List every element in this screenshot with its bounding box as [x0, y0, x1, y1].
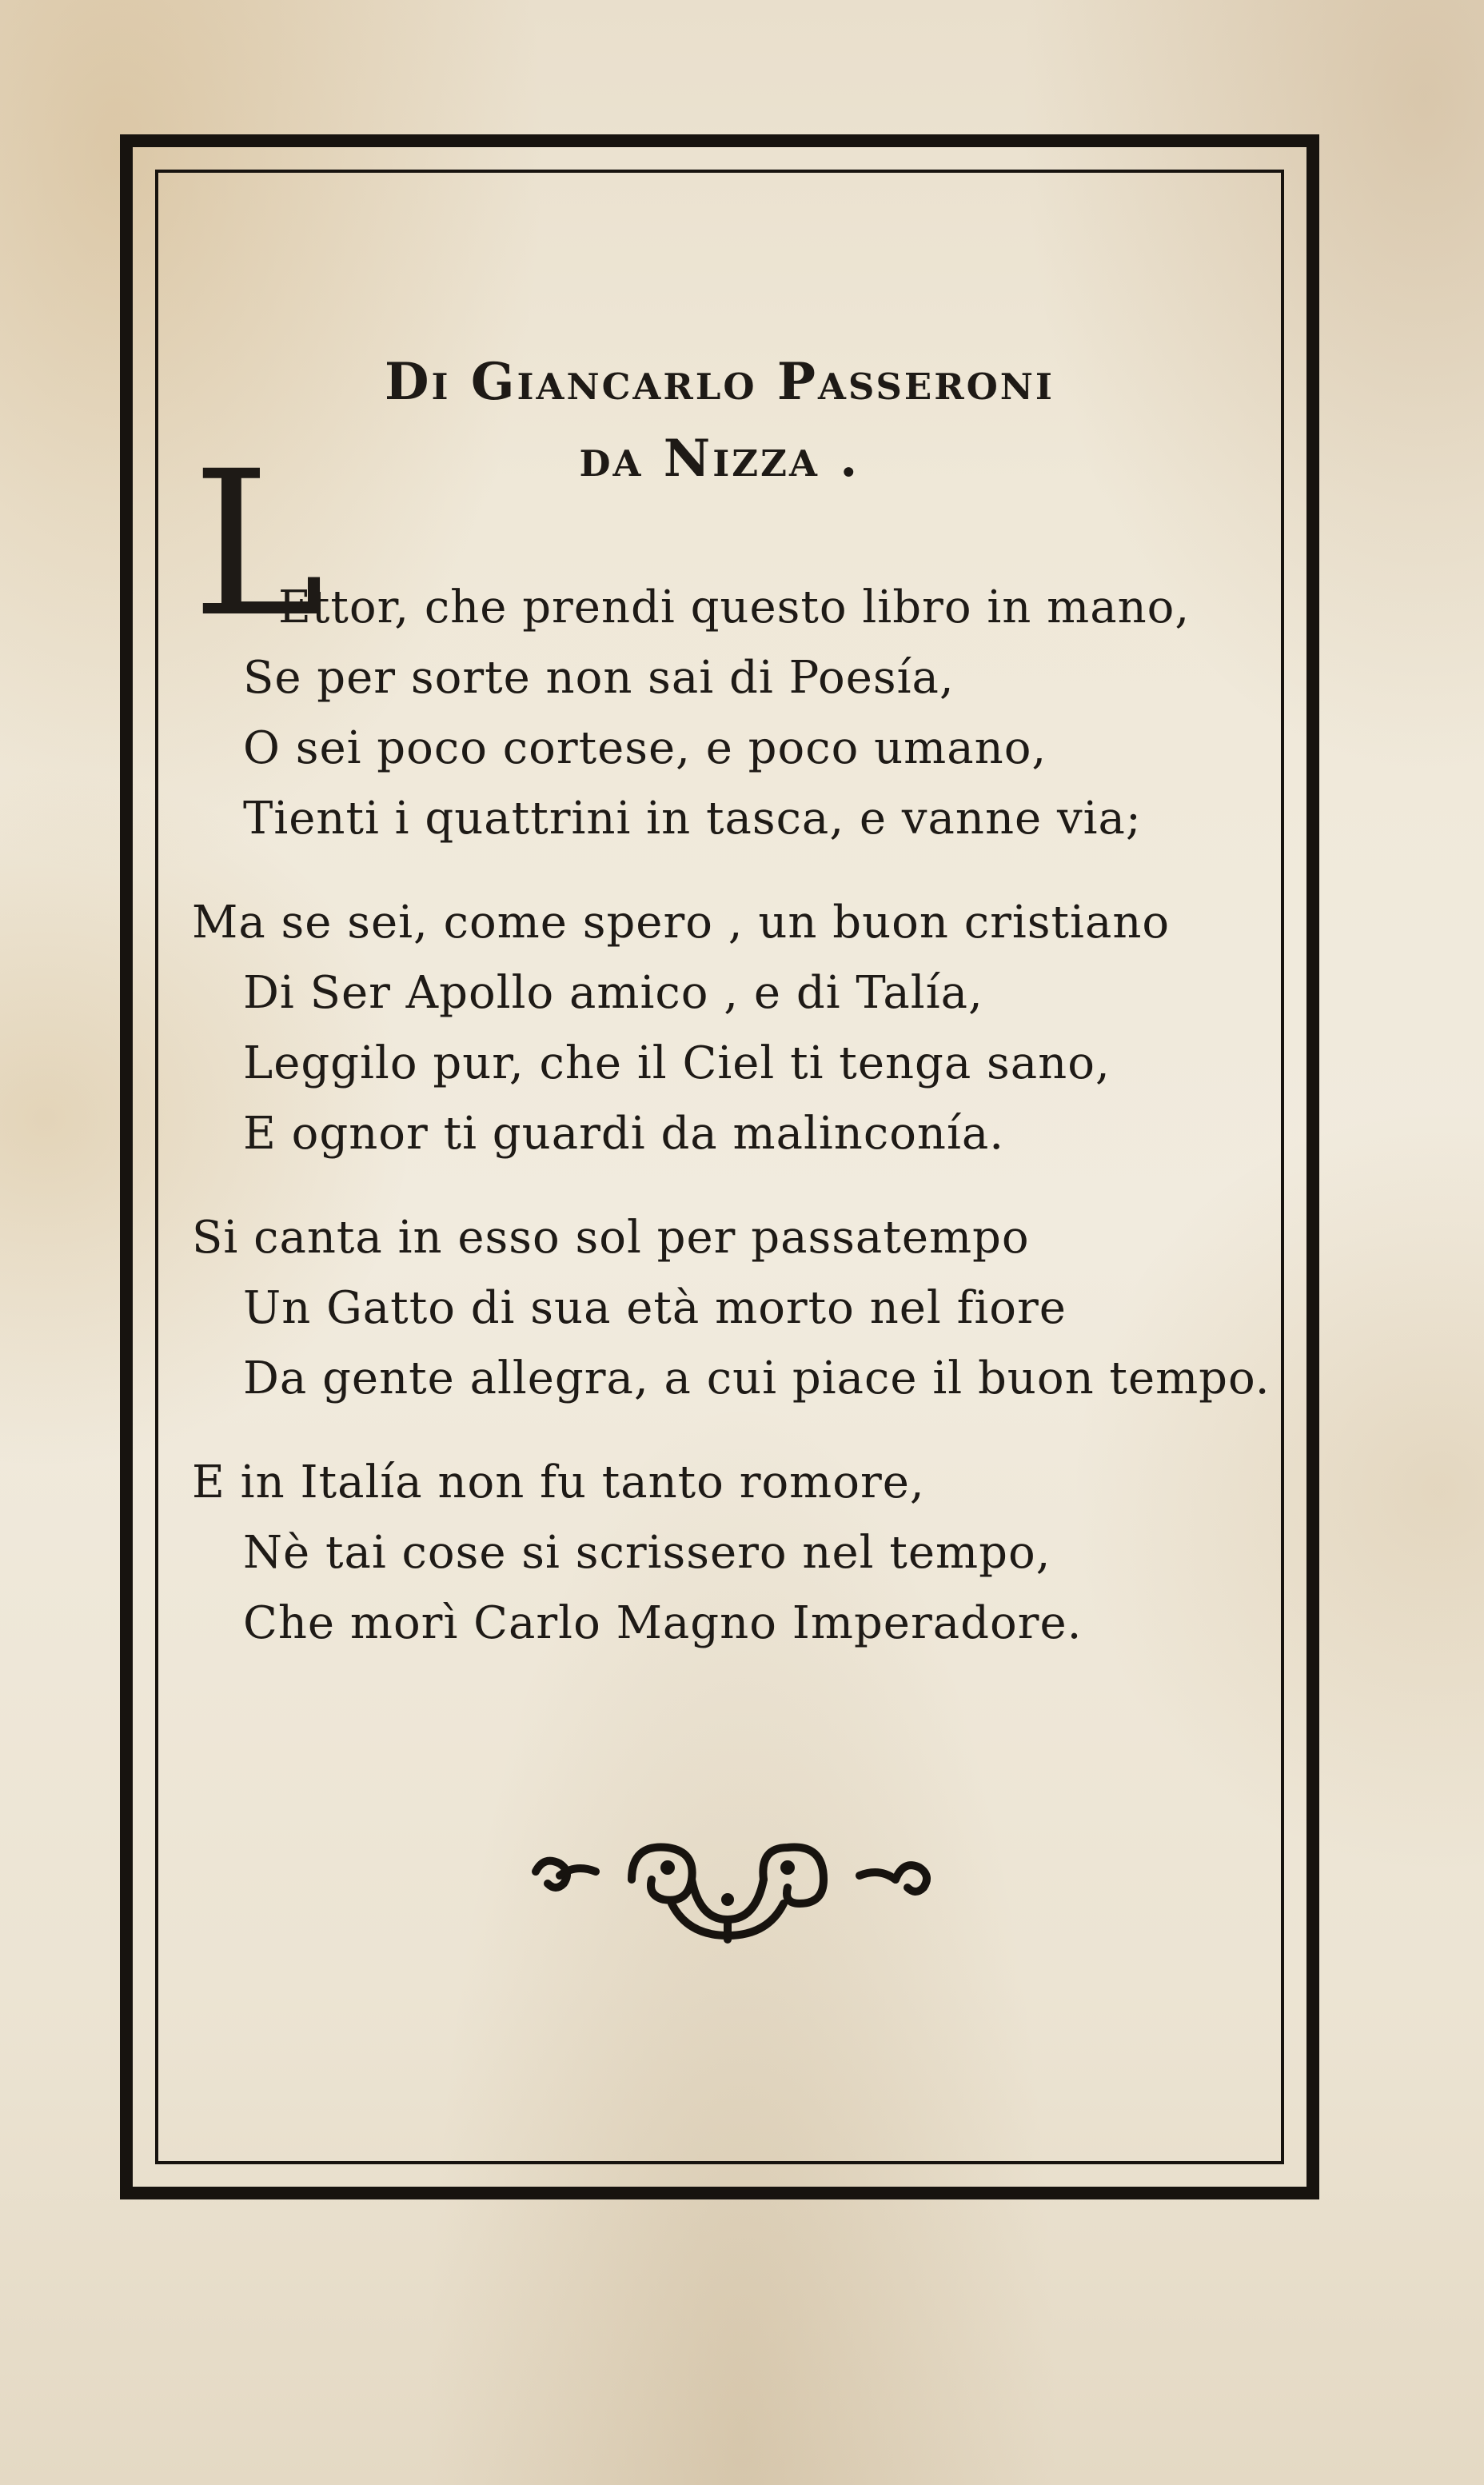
- fleuron-ornament-icon: [520, 1824, 935, 1944]
- verse-line: Da gente allegra, a cui piace il buon tempo.: [243, 1352, 1271, 1404]
- verse-line: Nè tai cose si scrissero nel tempo,: [243, 1527, 1051, 1579]
- verse-line: Si canta in esso sol per passatempo: [192, 1212, 1030, 1264]
- stanza-2: [192, 888, 1279, 1169]
- drop-cap: L: [192, 428, 326, 661]
- verse-line: E in Italía non fu tanto romore,: [192, 1456, 925, 1508]
- stanza-3: [192, 1203, 1279, 1414]
- verse-line: E ognor ti guardi da malinconía.: [243, 1108, 1005, 1160]
- title-origin: da Nizza .: [579, 429, 860, 489]
- verse-line: O sei poco cortese, e poco umano,: [243, 722, 1047, 774]
- stanza-4: [192, 1448, 1279, 1659]
- verse-text: Ettor, che prendi questo libro in mano,: [278, 581, 1191, 633]
- title-author: Di Giancarlo Passeroni: [385, 352, 1055, 412]
- verse-line: Che morì Carlo Magno Imperadore.: [243, 1597, 1083, 1649]
- verse-line: Di Ser Apollo amico , e di Talía,: [243, 967, 983, 1019]
- verse-line: Leggilo pur, che il Ciel ti tenga sano,: [243, 1037, 1111, 1089]
- verse-line: Se per sorte non sai di Poesía,: [243, 652, 955, 704]
- verse-line: Ma se sei, come spero , un buon cristiano: [192, 897, 1171, 949]
- verse-line: Tienti i quattrini in tasca, e vanne via;: [243, 793, 1142, 845]
- verse-line: Un Gatto di sua età morto nel fiore: [243, 1282, 1067, 1334]
